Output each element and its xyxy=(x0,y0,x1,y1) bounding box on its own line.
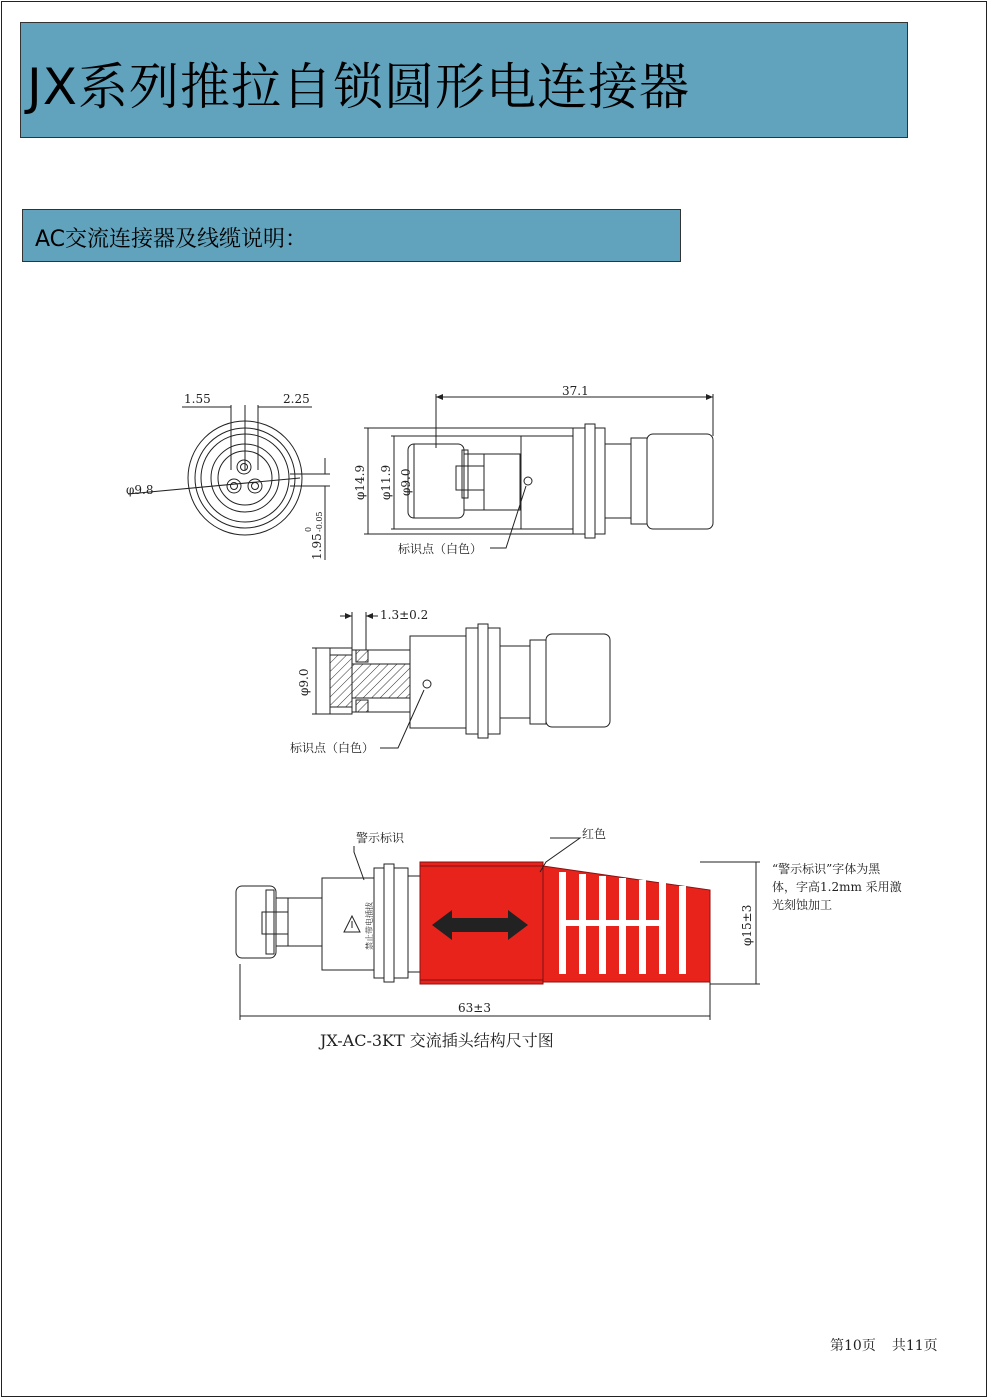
side-dim-outer: φ14.9 xyxy=(353,464,367,500)
front-dim-right: 2.25 xyxy=(283,392,310,406)
note-line-2: 体，字高1.2mm 采用激 xyxy=(772,880,902,894)
section-view xyxy=(312,612,610,748)
front-view xyxy=(128,405,330,560)
plug-red-boot xyxy=(420,862,710,984)
warning-label: 警示标识 xyxy=(356,831,405,845)
color-label: 红色 xyxy=(582,827,607,841)
section-title: AC交流连接器及线缆说明： xyxy=(35,227,308,252)
section-dim-gap: 1.3±0.2 xyxy=(380,608,429,622)
warning-text: 禁止带电插拔 xyxy=(365,902,374,950)
side-view xyxy=(364,394,713,548)
page-footer xyxy=(830,1335,954,1355)
side-dim-length: 37.1 xyxy=(562,384,589,398)
front-dim-offset xyxy=(304,511,324,560)
side-marker-label: 标识点（白色） xyxy=(398,542,483,556)
side-dim-inner: φ9.0 xyxy=(399,468,413,496)
plug-dim-diameter: φ15±3 xyxy=(740,904,754,946)
plug-dim-length: 63±3 xyxy=(458,1001,491,1015)
section-dim-inner: φ9.0 xyxy=(297,668,311,696)
side-dim-middle: φ11.9 xyxy=(379,464,393,500)
front-dim-left: 1.55 xyxy=(184,392,211,406)
note-line-1: “警示标识”字体为黑 xyxy=(772,862,881,876)
front-dim-offset-lower: -0.05 xyxy=(315,511,324,532)
front-dim-offset-upper: 0 xyxy=(304,526,313,532)
front-dim-diameter: φ9.8 xyxy=(126,483,154,497)
page-total: 共11页 xyxy=(891,1338,938,1354)
page-title: JX系列推拉自锁圆形电连接器 xyxy=(27,58,690,116)
plug-view xyxy=(236,864,422,982)
note-line-3: 光刻蚀加工 xyxy=(772,898,833,912)
drawing-caption: JX-AC-3KT 交流插头结构尺寸图 xyxy=(320,1031,554,1050)
front-dim-offset-value: 1.95 xyxy=(310,533,324,560)
section-marker-label: 标识点（白色） xyxy=(290,741,375,755)
page-number: 第10页 xyxy=(830,1338,876,1354)
